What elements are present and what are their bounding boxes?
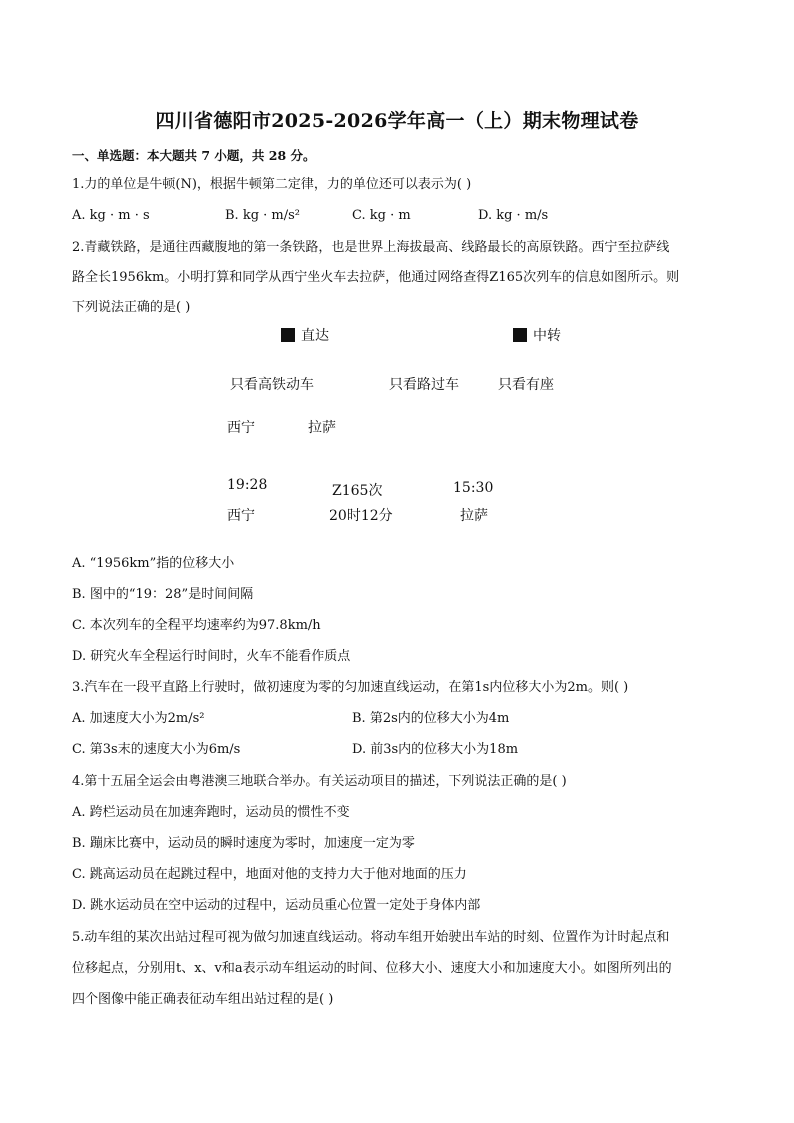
q5-stem-line1: 5.动车组的某次出站过程可视为做匀加速直线运动。将动车组开始驶出车站的时刻、位置作为计时起点和 xyxy=(72,930,670,945)
q4-option-c: C. 跳高运动员在起跳过程中，地面对他的支持力大于他对地面的压力 xyxy=(72,867,467,882)
q4-stem: 4.第十五届全运会由粤港澳三地联合举办。有关运动项目的描述，下列说法正确的是( ) xyxy=(72,774,567,789)
departure-time: 19:28 xyxy=(227,477,268,493)
q2-option-d: D. 研究火车全程运行时间时，火车不能看作质点 xyxy=(72,649,351,664)
trip-duration: 20时12分 xyxy=(329,508,393,524)
arrival-time: 15:30 xyxy=(453,480,494,496)
q3-stem: 3.汽车在一段平直路上行驶时，做初速度为零的匀加速直线运动，在第1s内位移大小为2m。则( ) xyxy=(72,680,629,695)
q4-option-a: A. 跨栏运动员在加速奔跑时，运动员的惯性不变 xyxy=(72,805,350,820)
filter-high-speed: 只看高铁动车 xyxy=(230,377,314,393)
q3-option-c: C. 第3s末的速度大小为6m/s xyxy=(72,742,241,757)
q1-option-c: C. kg · m xyxy=(352,208,411,223)
q2-option-a: A. “1956km”指的位移大小 xyxy=(72,556,235,571)
q4-option-b: B. 蹦床比赛中，运动员的瞬时速度为零时，加速度一定为零 xyxy=(72,836,415,851)
direct-label: 直达 xyxy=(301,328,329,344)
section-heading: 一、单选题：本大题共 7 小题，共 28 分。 xyxy=(72,148,316,163)
route-to: 拉萨 xyxy=(308,420,336,436)
checkbox-filled-icon xyxy=(281,328,295,342)
q4-option-d: D. 跳水运动员在空中运动的过程中，运动员重心位置一定处于身体内部 xyxy=(72,898,481,913)
q1-stem: 1.力的单位是牛顿(N)，根据牛顿第二定律，力的单位还可以表示为( ) xyxy=(72,177,472,192)
transfer-option xyxy=(513,325,561,345)
q2-option-b: B. 图中的“19：28”是时间间隔 xyxy=(72,587,254,602)
direct-option xyxy=(281,325,329,345)
departure-station: 西宁 xyxy=(227,508,255,524)
q2-option-c: C. 本次列车的全程平均速率约为97.8km/h xyxy=(72,618,321,633)
q2-stem-line3: 下列说法正确的是( ) xyxy=(72,300,191,315)
q2-stem-line1: 2.青藏铁路，是通往西藏腹地的第一条铁路，也是世界上海拔最高、线路最长的高原铁路。西宁至拉萨线 xyxy=(72,240,670,255)
filter-passing: 只看路过车 xyxy=(389,377,459,393)
q1-option-d: D. kg · m/s xyxy=(478,208,549,223)
transfer-label: 中转 xyxy=(533,328,561,344)
q5-stem-line3: 四个图像中能正确表征动车组出站过程的是( ) xyxy=(72,992,334,1007)
q3-option-b: B. 第2s内的位移大小为4m xyxy=(352,711,510,726)
arrival-station: 拉萨 xyxy=(460,508,488,524)
page-title: 四川省德阳市2025-2026学年高一（上）期末物理试卷 xyxy=(155,110,639,132)
route-from: 西宁 xyxy=(227,420,255,436)
train-number: Z165次 xyxy=(332,483,383,499)
q3-option-d: D. 前3s内的位移大小为18m xyxy=(352,742,519,757)
q2-stem-line2: 路全长1956km。小明打算和同学从西宁坐火车去拉萨，他通过网络查得Z165次列车的信息如图所示。则 xyxy=(72,270,680,285)
q1-option-a: A. kg · m · s xyxy=(72,208,150,223)
checkbox-filled-icon xyxy=(513,328,527,342)
q3-option-a: A. 加速度大小为2m/s² xyxy=(72,711,205,726)
filter-seat: 只看有座 xyxy=(498,377,554,393)
q5-stem-line2: 位移起点，分别用t、x、v和a表示动车组运动的时间、位移大小、速度大小和加速度大小。如图所列出的 xyxy=(72,961,672,976)
q1-option-b: B. kg · m/s² xyxy=(225,208,301,223)
